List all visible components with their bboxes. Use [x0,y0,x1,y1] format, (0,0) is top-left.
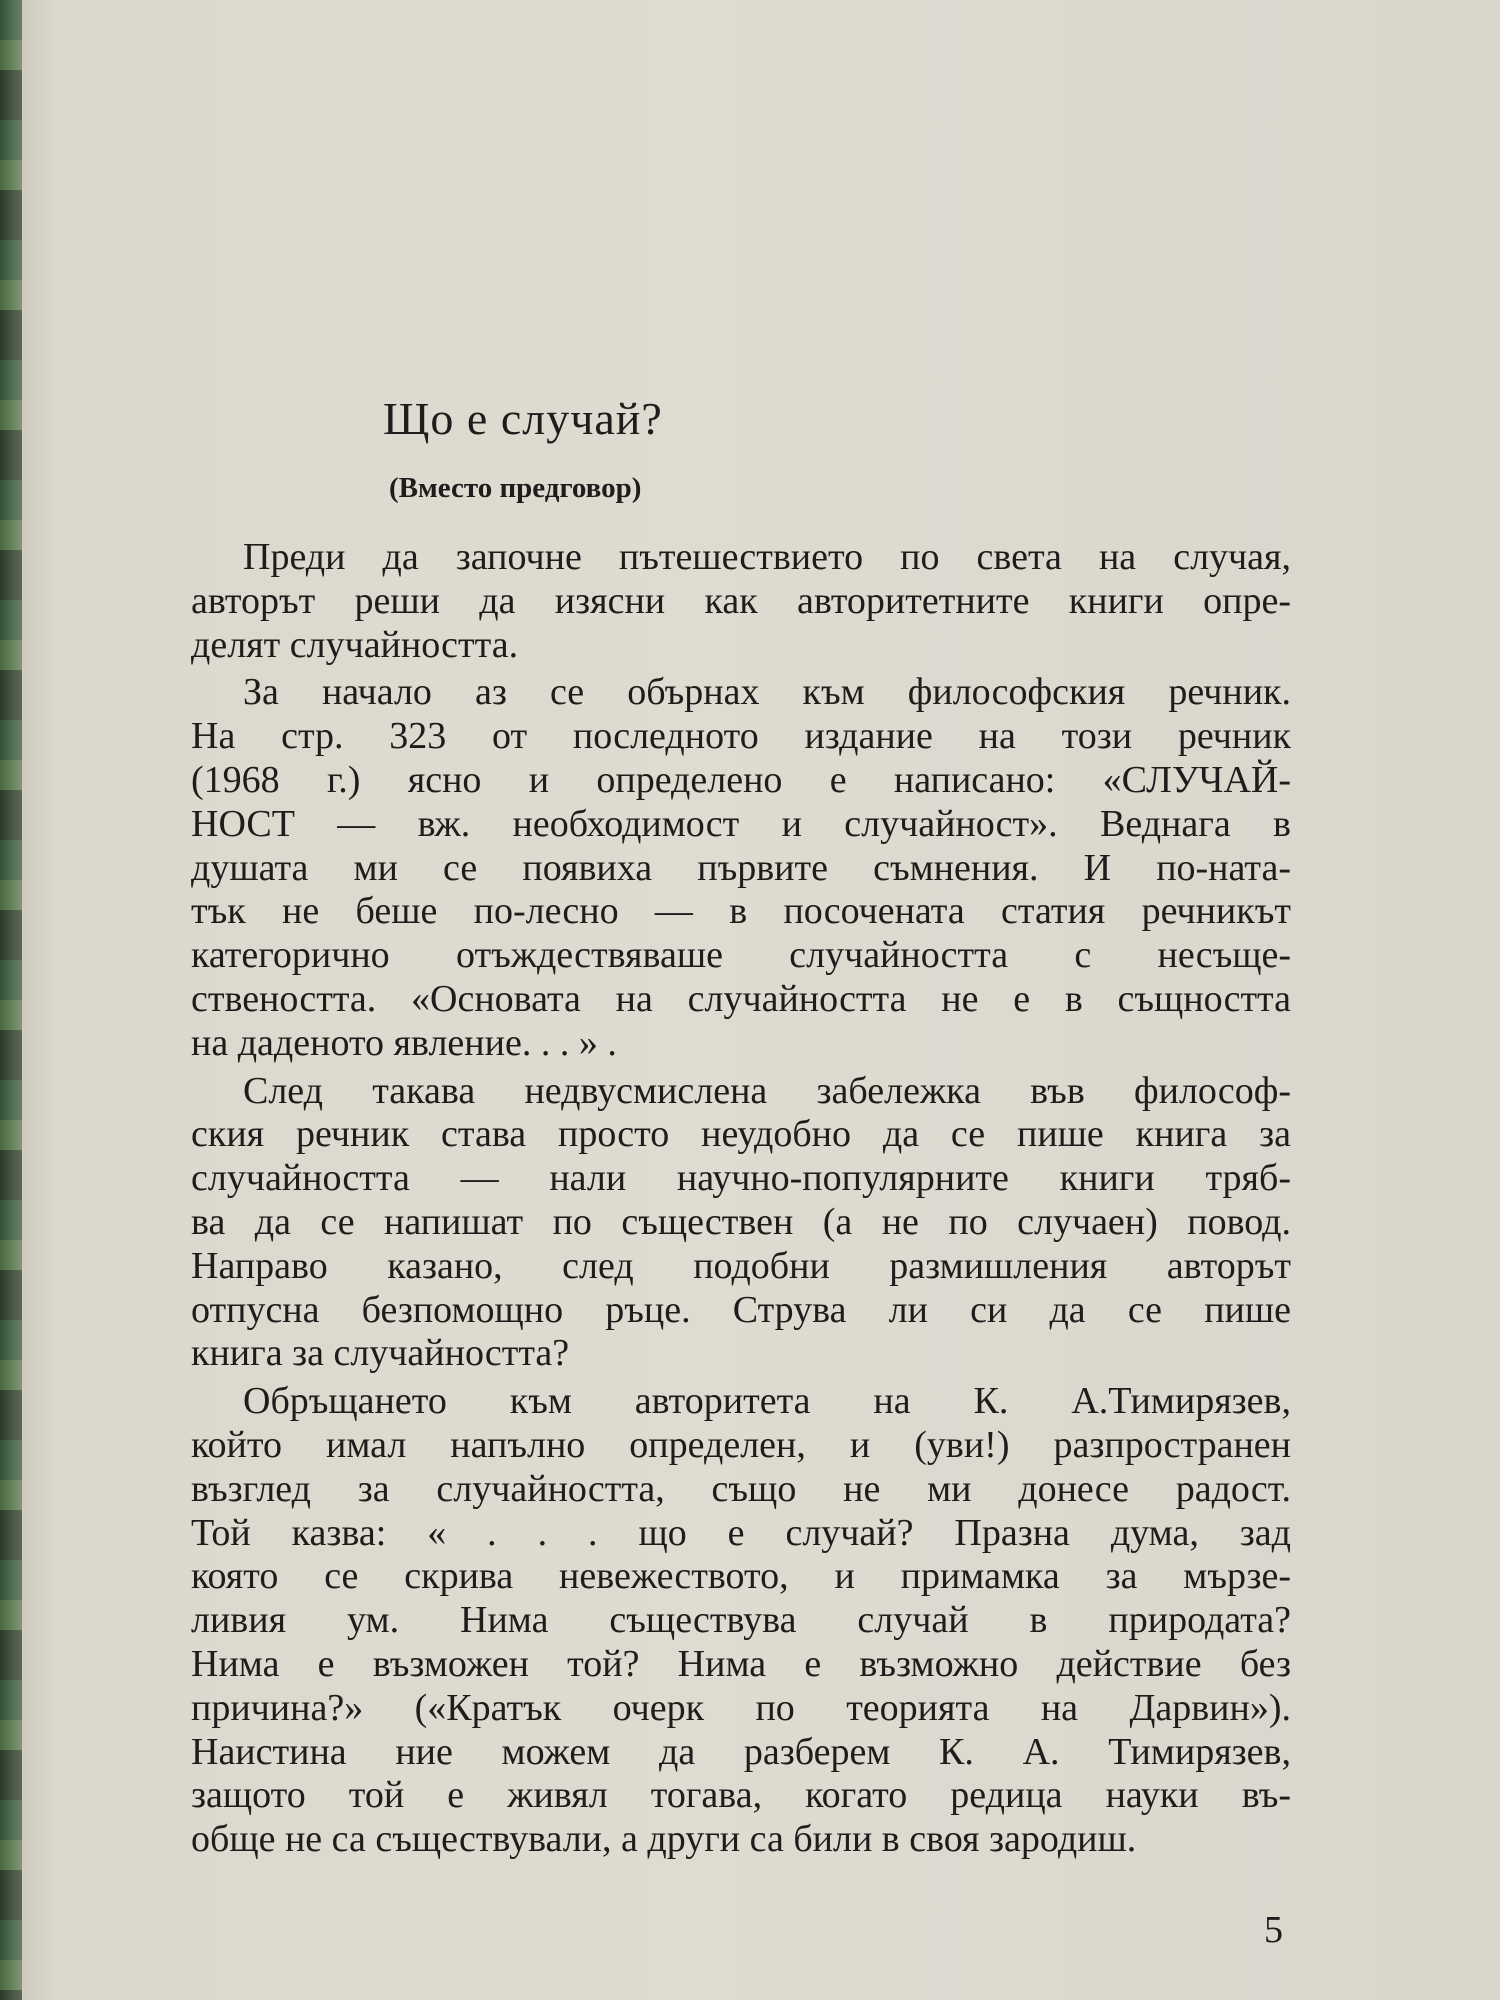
text-line: която се скрива невежеството, и примамка за мързе- [191,1555,1291,1598]
chapter-title: Що е случай? [383,393,663,444]
text-line: категорично отъждествяваше случайността с несъще- [191,934,1291,977]
text-line: случайността — нали научно-популярните книги тряб- [191,1157,1291,1200]
paragraph [191,536,1291,667]
text-line: (1968 г.) ясно и определено е написано: «СЛУЧАЙ- [191,758,1291,801]
text-line: тък не беше по-лесно — в посочената статия речникът [191,890,1291,933]
paragraph [191,1380,1291,1862]
text-line: Направо казано, след подобни размишления авторът [191,1244,1291,1287]
text-line: отпусна безпомощно ръце. Струва ли си да се пише [191,1288,1291,1331]
paragraph [191,1070,1291,1377]
book-binding-edge [0,0,22,2000]
text-line: Той казва: « . . . що е случай? Празна дума, зад [191,1511,1291,1554]
text-line: защото той е живял тогава, когато редица науки въ- [191,1774,1291,1817]
text-line: Преди да започне пътешествието по света на случая, [243,536,1291,578]
text-line: душата ми се появиха първите съмнения. И по-ната- [191,846,1291,889]
text-line: На стр. 323 от последното издание на този речник [191,715,1291,758]
text-line: обще не са съществували, а други са били в своя зародиш. [191,1818,1137,1861]
text-line: който имал напълно определен, и (уви!) разпространен [191,1423,1291,1466]
text-line: НОСТ — вж. необходимост и случайност». Веднага в [191,802,1291,845]
text-line: За начало аз се обърнах към философския речник. [243,671,1291,714]
text-line: възглед за случайността, също не ми донесе радост. [191,1467,1291,1510]
text-line: ствеността. «Основата на случайността не е в същността [191,977,1291,1020]
text-line: делят случайността. [191,623,519,666]
page-number: 5 [1264,1909,1283,1951]
text-line: Обръщането към авторитета на К. А.Тимирязев, [243,1380,1291,1423]
text-line: авторът реши да изясни как авторитетните книги опре- [191,579,1291,622]
text-line: ския речник става просто неудобно да се пише книга за [191,1113,1291,1156]
paragraph [191,671,1291,1065]
text-line: на даденото явление. . . » . [191,1021,617,1064]
chapter-subtitle: (Вместо предговор) [389,472,642,504]
text-line: След такава недвусмислена забележка във философ- [243,1069,1291,1112]
text-line: Нима е възможен той? Нима е възможно действие без [191,1642,1291,1685]
text-line: причина?» («Кратък очерк по теорията на Дарвин»). [191,1686,1291,1729]
text-line: книга за случайността? [191,1332,570,1375]
text-line: Наистина ние можем да разберем К. А. Тимирязев, [191,1730,1291,1773]
text-line: ва да се напишат по съществен (а не по случаен) повод. [191,1200,1291,1243]
body-text [191,536,1291,1866]
text-line: ливия ум. Нима съществува случай в природата? [191,1599,1291,1642]
